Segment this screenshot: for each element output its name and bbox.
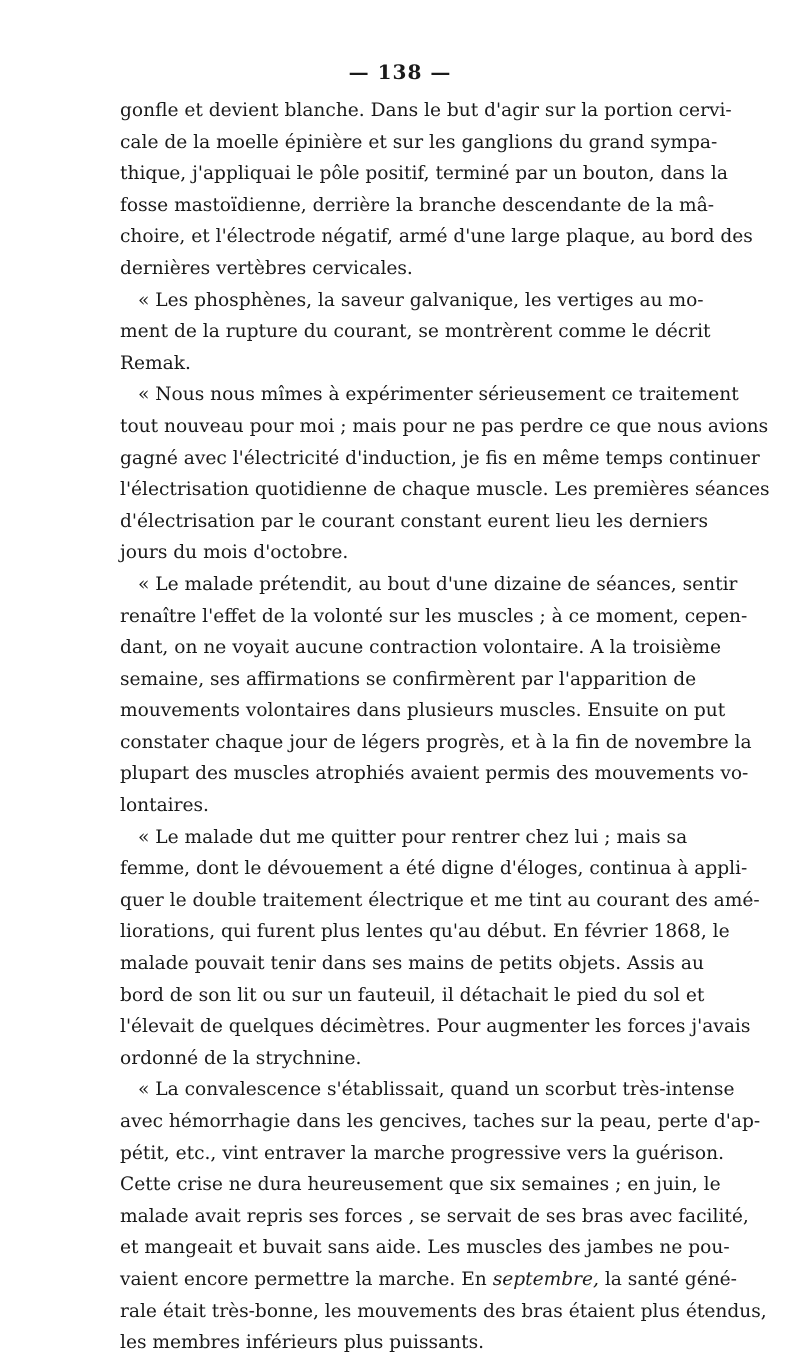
book-page	[120, 52, 770, 1359]
text-line: quer le double traitement électrique et me tint au courant des amé-	[120, 889, 760, 911]
text-line: constater chaque jour de légers progrès, et à la fin de novembre la	[120, 731, 752, 753]
text-line: plupart des muscles atrophiés avaient permis des mouvements vo-	[120, 763, 749, 785]
text-line: thique, j'appliquai le pôle positif, terminé par un bouton, dans la	[120, 163, 728, 185]
text-line: « La convalescence s'établissait, quand un scorbut très-intense	[138, 1079, 735, 1101]
text-line: bord de son lit ou sur un fauteuil, il détachait le pied du sol et	[120, 984, 705, 1006]
paragraph	[120, 285, 711, 380]
italic-word: septembre,	[492, 1268, 599, 1290]
text-line: fosse mastoïdienne, derrière la branche descendante de la mâ-	[120, 194, 715, 216]
text-line-with-emphasis	[120, 1264, 737, 1296]
text-line: « Les phosphènes, la saveur galvanique, les vertiges au mo-	[138, 289, 704, 311]
text-line: rale était très-bonne, les mouvements des bras étaient plus étendus,	[120, 1300, 767, 1322]
text-line: pétit, etc., vint entraver la marche progressive vers la guérison.	[120, 1142, 724, 1164]
paragraph	[120, 95, 753, 285]
text-line: renaître l'effet de la volonté sur les muscles ; à ce moment, cepen-	[120, 605, 748, 627]
text-line: mouvements volontaires dans plusieurs muscles. Ensuite on put	[120, 700, 726, 722]
text-line: gonfle et devient blanche. Dans le but d'agir sur la portion cervi-	[120, 100, 732, 121]
text-line: dant, on ne voyait aucune contraction volontaire. A la troisième	[120, 637, 722, 659]
paragraph	[120, 569, 752, 822]
text-line: d'électrisation par le courant constant eurent lieu les derniers	[120, 510, 708, 532]
text-line: liorations, qui furent plus lentes qu'au début. En février 1868, le	[120, 921, 730, 943]
text-line: semaine, ses affirmations se confirmèrent par l'apparition de	[120, 668, 697, 690]
text-line: dernières vertèbres cervicales.	[120, 257, 413, 279]
text-line: cale de la moelle épinière et sur les ganglions du grand sympa-	[120, 131, 718, 153]
text-line: l'électrisation quotidienne de chaque muscle. Les premières séances	[120, 479, 770, 501]
paragraph	[120, 1074, 767, 1358]
paragraph	[120, 822, 760, 1075]
text-line: tout nouveau pour moi ; mais pour ne pas perdre ce que nous avions	[120, 415, 769, 437]
text-line-end: la santé géné-	[598, 1268, 737, 1290]
text-line: malade avait repris ses forces , se servait de ses bras avec facilité,	[120, 1205, 749, 1227]
text-line: « Le malade prétendit, au bout d'une dizaine de séances, sentir	[138, 573, 738, 595]
text-line: choire, et l'électrode négatif, armé d'une large plaque, au bord des	[120, 226, 753, 248]
paragraph	[120, 379, 770, 569]
text-line: femme, dont le dévouement a été digne d'éloges, continua à appli-	[120, 858, 748, 880]
text-line: jours du mois d'octobre.	[120, 542, 349, 564]
text-line: ment de la rupture du courant, se montrèrent comme le décrit	[120, 321, 711, 343]
text-line: les membres inférieurs plus puissants.	[120, 1332, 485, 1354]
text-line: gagné avec l'électricité d'induction, je fis en même temps continuer	[120, 447, 760, 469]
text-line: Remak.	[120, 352, 191, 374]
text-line: ordonné de la strychnine.	[120, 1047, 362, 1069]
page-number: — 138 —	[348, 60, 452, 84]
text-line: « Le malade dut me quitter pour rentrer chez lui ; mais sa	[138, 826, 688, 848]
text-line-start: vaient encore permettre la marche. En	[120, 1268, 493, 1290]
text-line: avec hémorrhagie dans les gencives, taches sur la peau, perte d'ap-	[120, 1111, 761, 1132]
text-line: l'élevait de quelques décimètres. Pour augmenter les forces j'avais	[120, 1016, 751, 1038]
text-line: Cette crise ne dura heureusement que six semaines ; en juin, le	[120, 1174, 721, 1196]
text-line: lontaires.	[120, 795, 209, 817]
text-line: malade pouvait tenir dans ses mains de petits objets. Assis au	[120, 953, 704, 975]
text-line: et mangeait et buvait sans aide. Les muscles des jambes ne pou-	[120, 1237, 730, 1259]
text-line: « Nous nous mîmes à expérimenter sérieusement ce traitement	[138, 384, 739, 406]
